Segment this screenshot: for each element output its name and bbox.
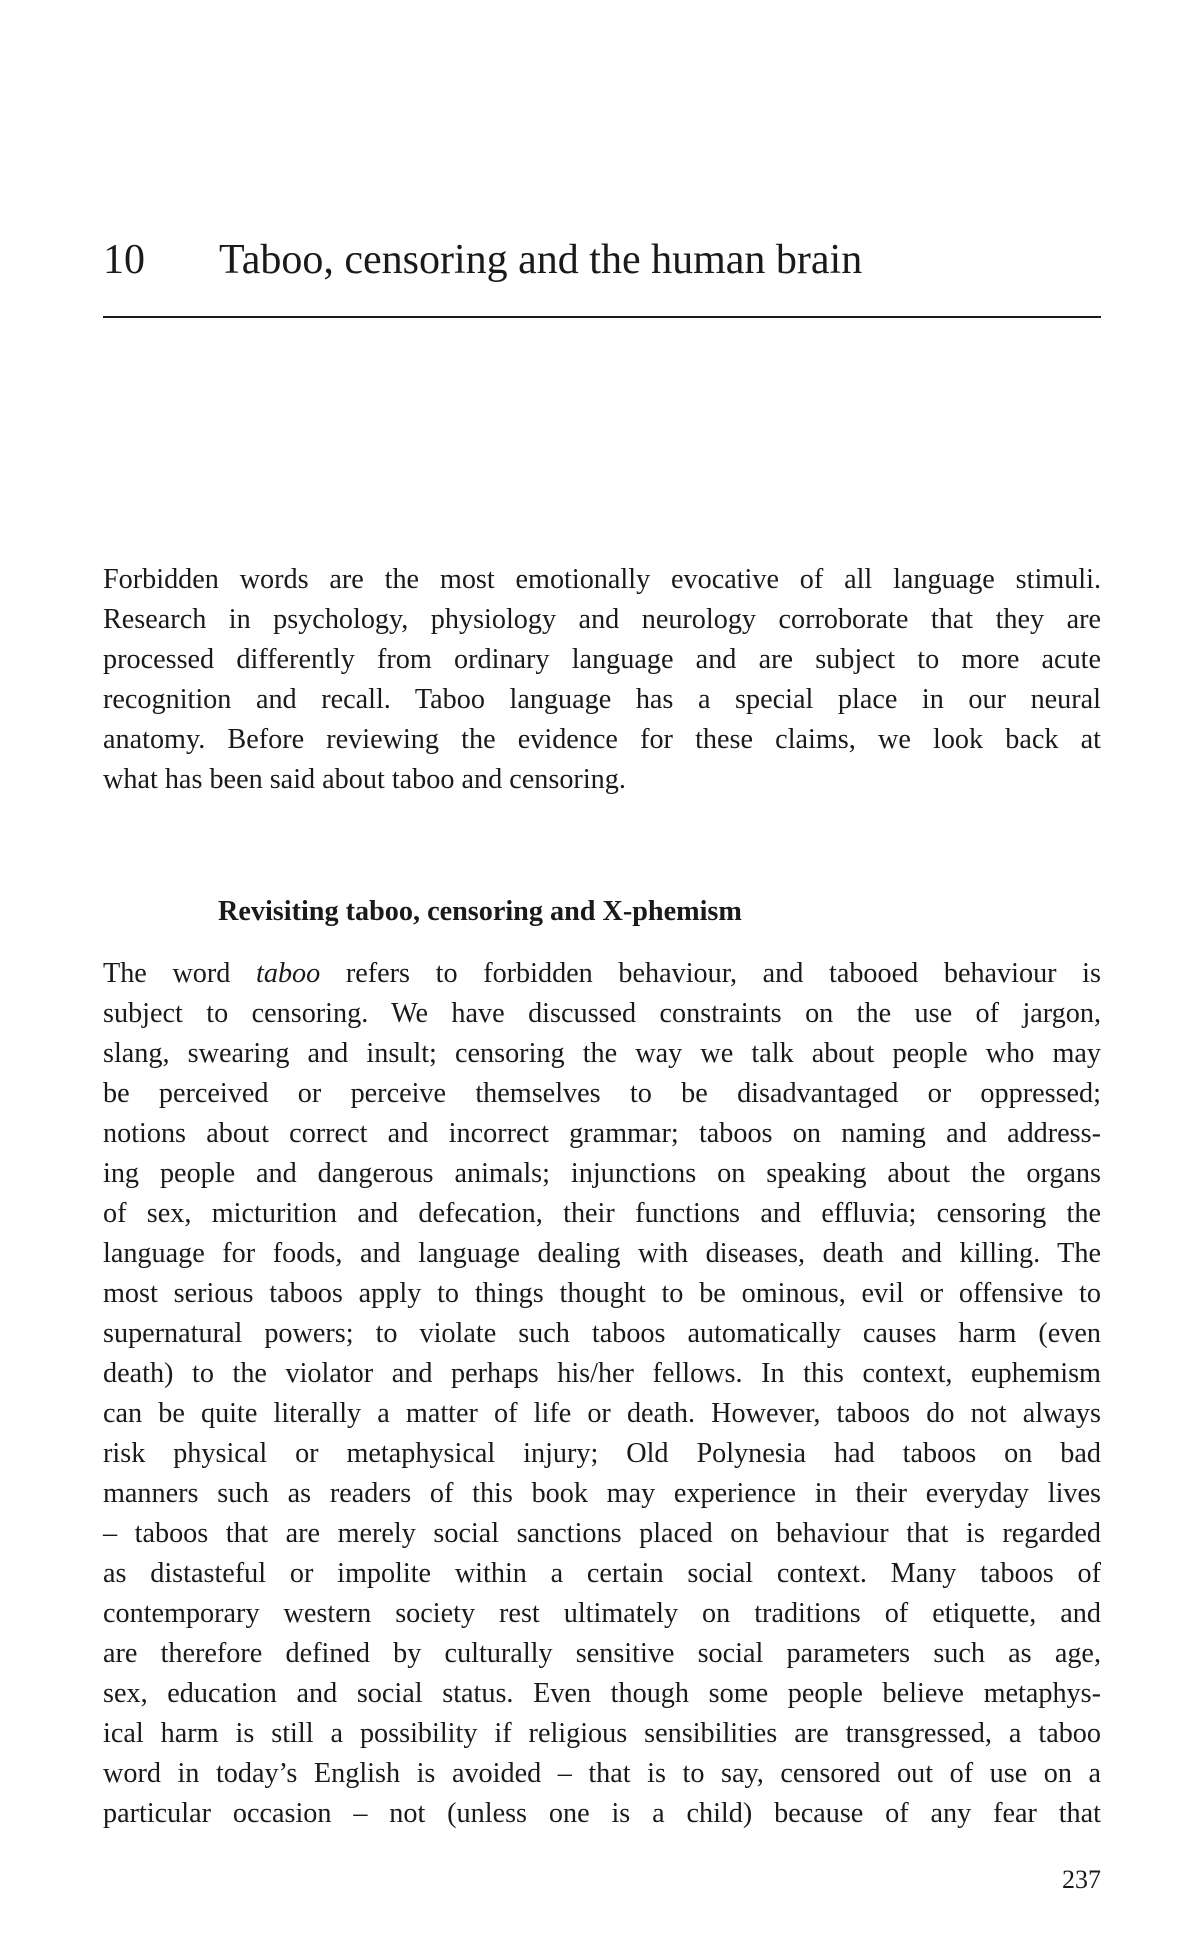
- text-line: – taboos that are merely social sanctions placed on behaviour that is regarded: [103, 1518, 1101, 1549]
- text-line: ing people and dangerous animals; injunctions on speaking about the organs: [103, 1158, 1101, 1189]
- text-line: subject to censoring. We have discussed constraints on the use of jargon,: [103, 998, 1101, 1029]
- chapter-heading: [103, 232, 1103, 288]
- body-paragraph: [103, 954, 1101, 1834]
- text-line: word in today’s English is avoided – that is to say, censored out of use on a: [103, 1758, 1101, 1789]
- text-segment: refers to forbidden behaviour, and tabooed behaviour is: [320, 958, 1101, 989]
- text-line: can be quite literally a matter of life or death. However, taboos do not always: [103, 1398, 1101, 1429]
- text-line: risk physical or metaphysical injury; Old Polynesia had taboos on bad: [103, 1438, 1101, 1469]
- chapter-title: Taboo, censoring and the human brain: [219, 237, 863, 283]
- text-line: what has been said about taboo and censoring.: [103, 764, 626, 795]
- text-line: manners such as readers of this book may experience in their everyday lives: [103, 1478, 1101, 1509]
- heading-rule: [103, 316, 1101, 318]
- text-line: be perceived or perceive themselves to be disadvantaged or oppressed;: [103, 1078, 1101, 1109]
- chapter-number: 10: [103, 237, 145, 283]
- text-line: most serious taboos apply to things thought to be ominous, evil or offensive to: [103, 1278, 1101, 1309]
- text-line: particular occasion – not (unless one is a child) because of any fear that: [103, 1798, 1101, 1829]
- emphasized-term: taboo: [256, 958, 321, 989]
- text-line: contemporary western society rest ultimately on traditions of etiquette, and: [103, 1598, 1101, 1629]
- text-line: language for foods, and language dealing with diseases, death and killing. The: [103, 1238, 1101, 1269]
- text-segment: The word: [103, 958, 257, 989]
- text-line: death) to the violator and perhaps his/her fellows. In this context, euphemism: [103, 1358, 1101, 1389]
- text-line: processed differently from ordinary language and are subject to more acute: [103, 644, 1101, 675]
- text-line: supernatural powers; to violate such taboos automatically causes harm (even: [103, 1318, 1101, 1349]
- text-line: slang, swearing and insult; censoring the way we talk about people who may: [103, 1038, 1101, 1069]
- text-line: are therefore defined by culturally sensitive social parameters such as age,: [103, 1638, 1101, 1669]
- text-line: anatomy. Before reviewing the evidence for these claims, we look back at: [103, 724, 1101, 755]
- section-heading: Revisiting taboo, censoring and X-phemism: [218, 896, 742, 927]
- text-line: ical harm is still a possibility if religious sensibilities are transgressed, a taboo: [103, 1718, 1101, 1749]
- intro-paragraph: [103, 560, 1101, 800]
- text-line: recognition and recall. Taboo language has a special place in our neural: [103, 684, 1101, 715]
- page-number: 237: [1062, 1865, 1101, 1894]
- text-line: Forbidden words are the most emotionally evocative of all language stimuli.: [103, 564, 1101, 595]
- text-line: sex, education and social status. Even though some people believe metaphys-: [103, 1678, 1101, 1709]
- text-line: as distasteful or impolite within a certain social context. Many taboos of: [103, 1558, 1101, 1589]
- text-line: notions about correct and incorrect grammar; taboos on naming and address-: [103, 1118, 1101, 1149]
- text-line: of sex, micturition and defecation, their functions and effluvia; censoring the: [103, 1198, 1101, 1229]
- text-line: [103, 954, 1101, 994]
- text-line: Research in psychology, physiology and neurology corroborate that they are: [103, 604, 1101, 635]
